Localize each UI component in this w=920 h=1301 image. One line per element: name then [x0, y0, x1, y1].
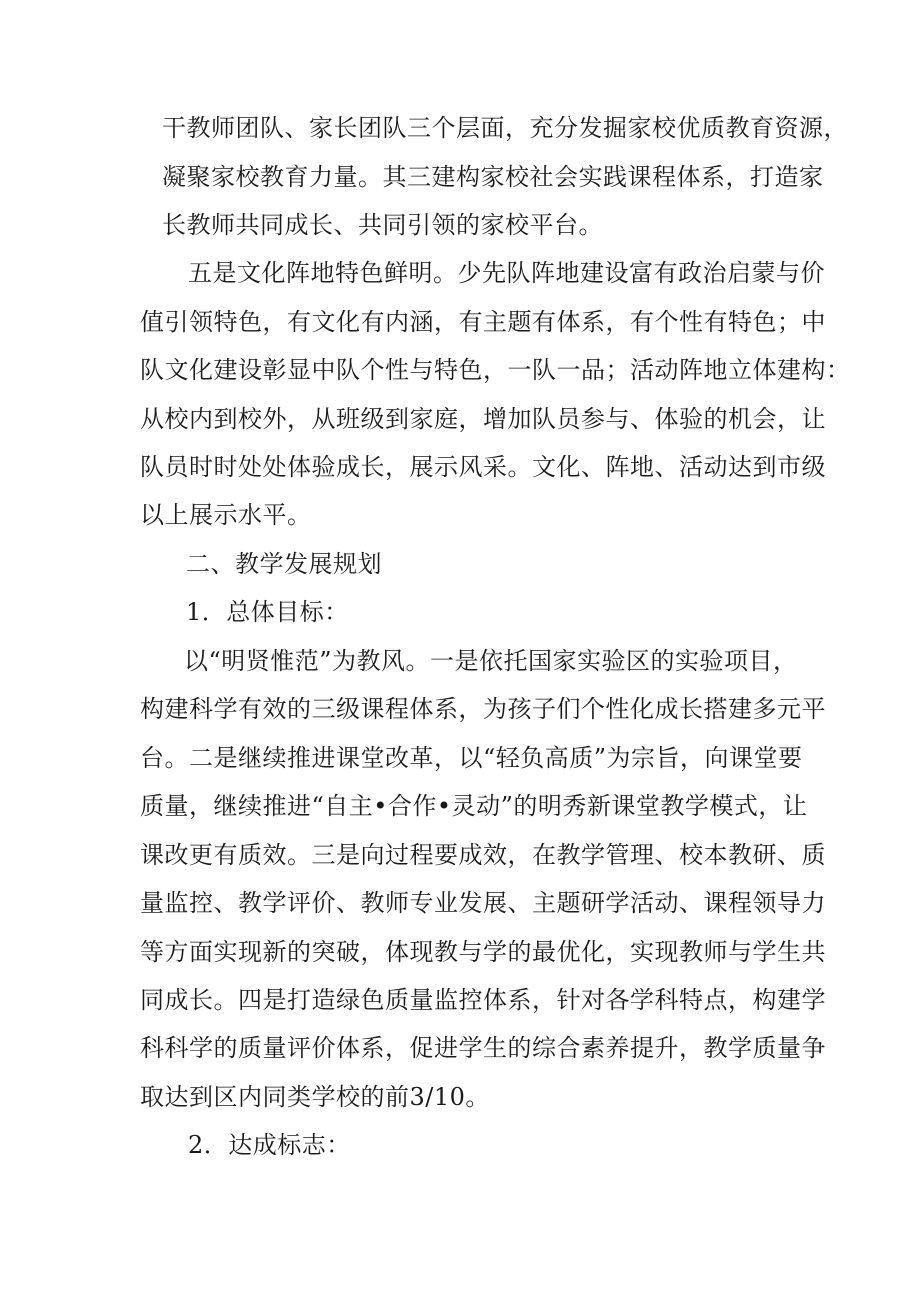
paragraph-line: 干教师团队、家长团队三个层面，充分发掘家校优质教育资源，: [162, 114, 848, 142]
paragraph-line: 质量，继续推进“自主•合作•灵动”的明秀新课堂教学模式，让: [140, 792, 808, 820]
paragraph-line: 等方面实现新的突破，体现教与学的最优化，实现教师与学生共: [140, 938, 826, 966]
paragraph-line: 队文化建设彰显中队个性与特色，一队一品；活动阵地立体建构：: [140, 356, 851, 384]
paragraph-line: 构建科学有效的三级课程体系，为孩子们个性化成长搭建多元平: [140, 695, 826, 723]
paragraph-line: 凝聚家校教育力量。其三建构家校社会实践课程体系，打造家: [162, 163, 824, 191]
subsection-heading: 2．达成标志：: [188, 1131, 351, 1159]
paragraph-line: 五是文化阵地特色鲜明。少先队阵地建设富有政治启蒙与价: [188, 259, 825, 287]
paragraph-line: 量监控、教学评价、教师专业发展、主题研学活动、课程领导力: [140, 889, 826, 917]
paragraph-line: 队员时时处处体验成长，展示风采。文化、阵地、活动达到市级: [140, 453, 826, 481]
paragraph-line: 取达到区内同类学校的前3/10。: [140, 1083, 490, 1111]
paragraph-line: 值引领特色，有文化有内涵，有主题有体系，有个性有特色；中: [140, 308, 826, 336]
paragraph-line: 以上展示水平。: [140, 501, 312, 529]
paragraph-line: 以“明贤惟范”为教风。一是依托国家实验区的实验项目，: [184, 647, 798, 675]
subsection-heading: 1．总体目标：: [186, 598, 349, 626]
paragraph-line: 课改更有质效。三是向过程要成效，在教学管理、校本教研、质: [140, 841, 826, 869]
paragraph-line: 台。二是继续推进课堂改革，以“轻负高质”为宗旨，向课堂要: [140, 744, 803, 772]
section-heading: 二、教学发展规划: [186, 550, 382, 578]
paragraph-line: 同成长。四是打造绿色质量监控体系，针对各学科特点，构建学: [140, 986, 826, 1014]
paragraph-line: 长教师共同成长、共同引领的家校平台。: [162, 211, 603, 239]
paragraph-line: 从校内到校外，从班级到家庭，增加队员参与、体验的机会，让: [140, 405, 826, 433]
paragraph-line: 科科学的质量评价体系，促进学生的综合素养提升，教学质量争: [140, 1034, 826, 1062]
